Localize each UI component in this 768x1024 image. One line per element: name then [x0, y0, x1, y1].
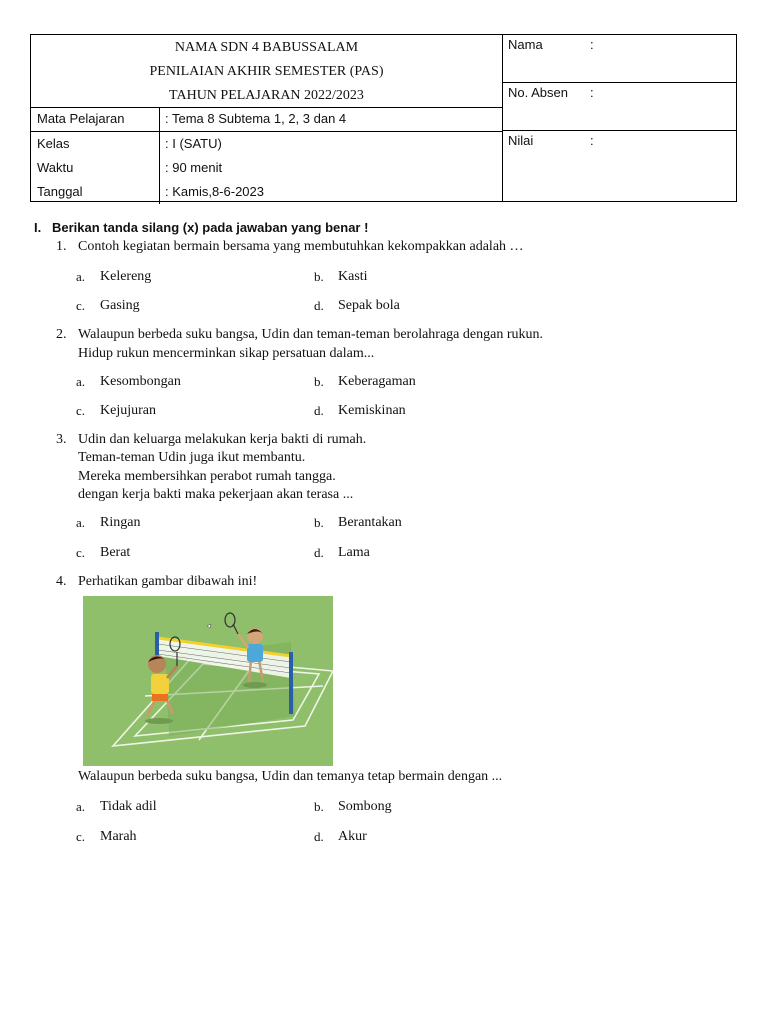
question-text: Contoh kegiatan bermain bersama yang membutuhkan kekompakkan adalah …	[78, 239, 524, 254]
option-letter: a.	[76, 269, 86, 284]
option-text: Sepak bola	[338, 298, 400, 313]
option-letter: d.	[314, 298, 324, 313]
option-letter: b.	[314, 515, 324, 530]
question-number: 4.	[56, 574, 67, 589]
option-letter: d.	[314, 545, 324, 560]
score-label: Nilai	[508, 133, 534, 148]
option-letter: c.	[76, 403, 86, 418]
option-letter: c.	[76, 545, 86, 560]
badminton-illustration	[83, 596, 333, 766]
info-label: Tanggal	[37, 184, 83, 199]
question-text: Mereka membersihkan perabot rumah tangga.	[78, 469, 336, 484]
option-letter: a.	[76, 374, 86, 389]
absence-number-label: No. Absen	[508, 85, 568, 100]
option-letter: b.	[314, 799, 324, 814]
info-separator	[159, 107, 160, 131]
header-right-block	[502, 35, 736, 201]
academic-year: TAHUN PELAJARAN 2022/2023	[169, 88, 364, 103]
option-text: Berat	[100, 545, 131, 560]
header-left-block	[31, 35, 503, 201]
info-row-time	[31, 156, 502, 180]
info-row-class	[31, 132, 502, 156]
question-number: 1.	[56, 239, 67, 254]
section-number: I.	[34, 220, 42, 235]
question-text: Walaupun berbeda suku bangsa, Udin dan teman-teman berolahraga dengan rukun.	[78, 327, 543, 342]
name-colon: :	[590, 37, 594, 52]
question-text: Teman-teman Udin juga ikut membantu.	[78, 450, 306, 465]
info-value: : I (SATU)	[165, 136, 222, 151]
option-text: Gasing	[100, 298, 140, 313]
info-value: : Tema 8 Subtema 1, 2, 3 dan 4	[165, 111, 347, 126]
school-name: NAMA SDN 4 BABUSSALAM	[174, 40, 359, 55]
option-text: Akur	[338, 829, 367, 844]
option-text: Kelereng	[100, 269, 152, 284]
option-letter: a.	[76, 515, 86, 530]
option-text: Kemiskinan	[338, 403, 406, 418]
absence-number-field	[502, 83, 736, 131]
header-table	[30, 34, 737, 202]
info-separator	[159, 132, 160, 156]
option-text: Tidak adil	[100, 799, 157, 814]
info-row-date	[31, 180, 502, 204]
info-row-subject	[31, 107, 502, 132]
question-text: Perhatikan gambar dibawah ini!	[78, 574, 258, 589]
option-text: Berantakan	[338, 515, 402, 530]
section-instruction	[34, 220, 368, 235]
info-separator	[159, 156, 160, 180]
option-text: Keberagaman	[338, 374, 416, 389]
option-letter: d.	[314, 403, 324, 418]
option-letter: b.	[314, 269, 324, 284]
option-text: Kasti	[338, 269, 368, 284]
option-text: Ringan	[100, 515, 141, 530]
question-text: Walaupun berbeda suku bangsa, Udin dan temanya tetap bermain dengan ...	[78, 769, 503, 784]
option-letter: c.	[76, 298, 86, 313]
absence-number-colon: :	[590, 85, 594, 100]
name-label: Nama	[508, 37, 543, 52]
info-separator	[159, 180, 160, 204]
option-text: Lama	[338, 545, 370, 560]
score-colon: :	[590, 133, 594, 148]
option-text: Marah	[100, 829, 137, 844]
exam-name: PENILAIAN AKHIR SEMESTER (PAS)	[149, 64, 384, 79]
question-number: 3.	[56, 432, 67, 447]
info-label: Mata Pelajaran	[37, 111, 125, 126]
option-text: Kesombongan	[100, 374, 181, 389]
info-label: Kelas	[37, 136, 70, 151]
question-text: Udin dan keluarga melakukan kerja bakti di rumah.	[78, 432, 367, 447]
option-letter: c.	[76, 829, 86, 844]
info-value: : Kamis,8-6-2023	[165, 184, 264, 199]
info-value: : 90 menit	[165, 160, 223, 175]
score-field	[502, 131, 736, 201]
instruction-text: Berikan tanda silang (x) pada jawaban yang benar !	[52, 220, 369, 235]
net-post-right	[289, 652, 293, 714]
header-title-block	[31, 35, 502, 108]
question-text: dengan kerja bakti maka pekerjaan akan terasa ...	[78, 487, 354, 502]
question-number: 2.	[56, 327, 67, 342]
option-text: Kejujuran	[100, 403, 156, 418]
info-label: Waktu	[37, 160, 74, 175]
option-letter: a.	[76, 799, 86, 814]
option-letter: d.	[314, 829, 324, 844]
name-field	[502, 35, 736, 83]
option-text: Sombong	[338, 799, 392, 814]
option-letter: b.	[314, 374, 324, 389]
question-text: Hidup rukun mencerminkan sikap persatuan dalam...	[78, 346, 375, 361]
